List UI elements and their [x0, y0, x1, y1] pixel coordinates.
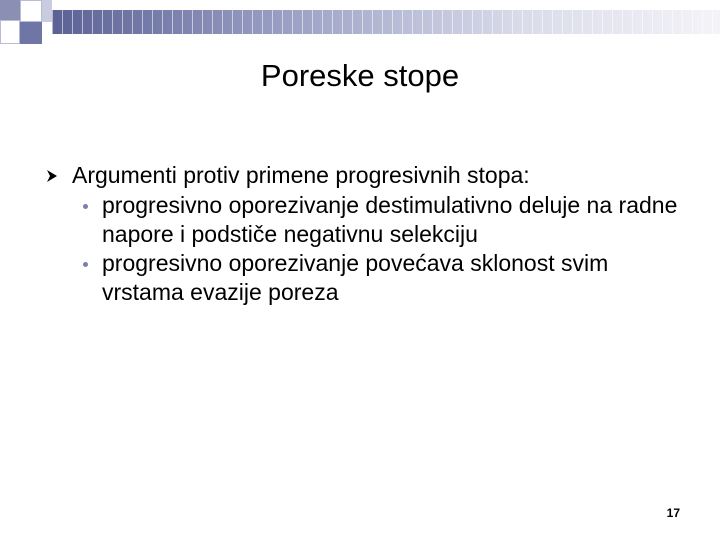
sub-list	[72, 191, 680, 307]
header-gradient-strip	[52, 10, 720, 34]
decor-square	[20, 0, 42, 22]
page-number: 17	[666, 506, 680, 520]
slide-title: Poreske stope	[260, 58, 460, 93]
main-point-text: Argumenti protiv primene progresivnih stopa:	[72, 162, 530, 188]
decor-square	[0, 0, 20, 20]
sub-point-text: progresivno oporezivanje destimulativno deluje na radne napore i podstiče negativnu selekciju	[102, 192, 678, 247]
list-item-level2	[72, 191, 680, 249]
decor-square	[20, 22, 42, 44]
strip-cells	[52, 10, 720, 34]
list-item-level2	[72, 249, 680, 307]
sub-point-text: progresivno oporezivanje povećava sklonost svim vrstama evazije poreza	[102, 250, 609, 305]
decor-square	[42, 0, 52, 22]
list-item-level1	[40, 160, 680, 307]
bullet-list	[40, 160, 680, 307]
arrowhead-icon	[46, 169, 58, 183]
dot-icon	[83, 204, 88, 209]
dot-icon	[83, 262, 88, 267]
decor-square	[0, 20, 20, 44]
